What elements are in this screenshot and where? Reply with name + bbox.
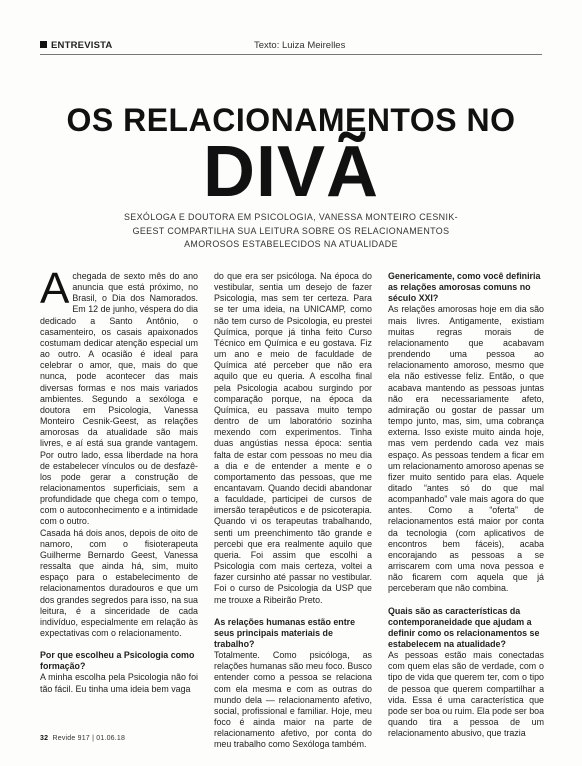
standfirst: SEXÓLOGA E DOUTORA EM PSICOLOGIA, VANESSA MONTEIRO CESNIK-GEEST COMPARTILHA SUA LEITURA SOBRE OS RELACIONAMENTOS AMOROSOS ESTABELECIDOS NA ATUALIDADE bbox=[123, 212, 459, 249]
page-footer bbox=[40, 735, 125, 742]
article-column-1 bbox=[40, 264, 198, 701]
drop-cap: A bbox=[40, 264, 70, 313]
answer-1-continued: do que era ser psicóloga. Na época do vestibular, sentia um desejo de fazer Psicologia, mas sem ter certeza. Para se ter uma ideia, na UNICAMP, como não tem curso de Psicologia, eu prestei Química, porque já tinha feito Curso Técnico em Química e eu gostava. Fiz um ano e meio de faculdade de Química até perceber que não era aquilo que eu queria. A escolha final pela Psicologia acabou surgindo por comparação porque, na época da Química, eu passava muito tempo dentro de um laboratório sozinha mexendo com experimentos. Tinha duas angústias nessa época: sentia falta de estar com pessoas no meu dia a dia e de entender a mente e o comportamento das pessoas, que me encantavam. Quando decidi abandonar a faculdade, participei de cursos de imersão terapêuticos e de psicoterapia. Quando vi os terapeutas trabalhando, senti um preenchimento tão grande e percebi que era realmente aquilo que queria. Foi assim que escolhi a Psicologia com mais certeza, voltei a fazer cursinho até passar no vestibular. Foi o curso de Psicologia da USP que me trouxe a Ribeirão Preto. bbox=[214, 271, 372, 605]
author-credit: Texto: Luiza Meirelles bbox=[254, 40, 346, 51]
issue-date: 01.06.18 bbox=[96, 735, 126, 742]
answer-4: As pessoas estão mais conectadas com quem elas são de verdade, com o tipo de vida que querem ter, com o tipo de pessoa que querem compartilhar a vida. Essa é uma característica que pode ser boa ou ruim. Ela pode ser boa quando tira a pessoa de um relacionamento abusivo, que trazia bbox=[388, 650, 544, 739]
answer-3: As relações amorosas hoje em dia são mais livres. Antigamente, existiam muitas regras morais de relacionamento que acabavam prendendo uma pessoa ao relacionamento amoroso, mesmo que ela não estivesse feliz. Então, o que acabava mantendo as pessoas juntas não era necessariamente afeto, admiração ou gostar de passar um tempo junto, mas, sim, uma cobrança externa. Isso existe muito ainda hoje, mas vem perdendo cada vez mais espaço. As pessoas tendem a ficar em um relacionamento amoroso apenas se fizer muito sentido para elas. Aquele ditado “antes só do que mal acompanhado” vale mais agora do que antes. Como a “oferta” de relacionamentos está maior por conta da tecnologia (com aplicativos de encontros bem fáceis), acaba encorajando as pessoas a se arriscarem com uma nova pessoa e não ficarem com aquela que já perceberam que não combina. bbox=[388, 304, 544, 594]
question-2: As relações humanas estão entre seus principais materiais de trabalho? bbox=[214, 616, 356, 649]
article-column-3 bbox=[388, 271, 544, 739]
header-bar bbox=[40, 40, 542, 55]
headline-line-1: OS RELACIONAMENTOS NO bbox=[66, 102, 516, 138]
question-1: Por que escolheu a Psicologia como formação? bbox=[40, 650, 195, 672]
page-number: 32 bbox=[40, 735, 49, 742]
intro-paragraph: Achegada de sexto mês do ano anuncia que está próximo, no Brasil, o Dia dos Namorados. Em 12 de junho, véspera do dia dedicado a Santo Antônio, o casamenteiro, os casais apaixonados costumam dedicar atenção especial um ao outro. A ocasião é ideal para celebrar o amor, que, mais do que nunca, pode acontecer das mais diversas formas e nos mais variados ambientes. Segundo a sexóloga e doutora em Psicologia, Vanessa Monteiro Cesnik-Geest, as relações amorosas da atualidade são mais livres, e aí está sua grande vantagem. Por outro lado, essa liberdade na hora de estabelecer vínculos ou de desfazê-los pode gerar a construção de relacionamentos superficiais, sem a profundidade que chega com o tempo, com o autoconhecimento e a intimidade com o outro. bbox=[40, 264, 198, 527]
question-3: Genericamente, como você definiria as relações amorosas comuns no século XXI? bbox=[388, 271, 541, 304]
answer-2: Totalmente. Como psicóloga, as relações humanas são meu foco. Busco entender como a pessoa se relaciona com ela mesma e com as outras do mundo dela — relacionamento afetivo, social, profissional e familiar. Hoje, meu foco é ainda maior na parte de relacionamento afetivo, por conta do meu trabalho como Sexóloga também. bbox=[214, 650, 372, 750]
square-bullet-icon bbox=[40, 41, 47, 48]
question-4: Quais são as características da contemporaneidade que ajudam a definir como os relacionamentos se estabelecem na atualidade? bbox=[388, 605, 540, 649]
article-column-2 bbox=[214, 271, 372, 750]
answer-1: A minha escolha pela Psicologia não foi tão fácil. Eu tinha uma ideia bem vaga bbox=[40, 672, 198, 694]
magazine-issue: Revide 917 bbox=[52, 735, 90, 742]
section-label bbox=[40, 40, 112, 52]
section-name: ENTREVISTA bbox=[51, 40, 113, 51]
headline-line-2: DIVÃ bbox=[202, 132, 380, 212]
intro-paragraph-2: Casada há dois anos, depois de oito de namoro, com o fisioterapeuta Guilherme Bernardo Geest, Vanessa ressalta que ainda há, sim, muito espaço para o estabelecimento de relacionamentos duradouros e que um dos grandes segredos para isso, na sua leitura, é a sinceridade de cada indivíduo, especialmente em relação às expectativas com o relacionamento. bbox=[40, 527, 198, 638]
footer-separator: | bbox=[92, 735, 95, 742]
